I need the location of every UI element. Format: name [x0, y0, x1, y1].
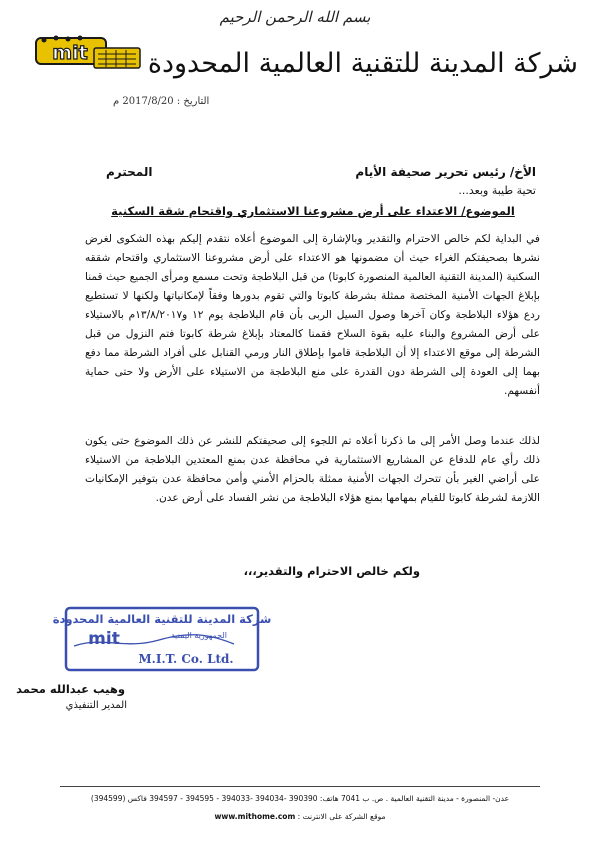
letter-honorific: المحترم — [106, 165, 153, 179]
letter-paragraph-2: لذلك عندما وصل الأمر إلى ما ذكرنا أعلاه تم اللجوء إلى صحيفتكم للنشر عن ذلك الموضوع حتى يكون ذلك رأي عام للدفاع عن المشاريع الاستثمارية في محافظة عدن بمنع المعتدين البلاطجة من الاستيلاء على أراضي الغير بأن تتحرك الجهات الأمنية ممثلة بالحزام الأمني وأمن محافظة عدن بتوفير الإمكانيات اللازمة لشرطة كابوتا للقيام بمهامها بمنع هؤلاء البلاطجة من نشر الفساد على أرض عدن. — [85, 435, 540, 504]
footer-website-link[interactable]: www.mithome.com — [214, 812, 296, 821]
letter-greeting: تحية طيبة وبعد... — [458, 184, 536, 197]
stamp-company-name: شركة المدينة للتقنية العالمية المحدودة — [52, 612, 272, 626]
letter-paragraph-1: في البداية لكم خالص الاحترام والتقدير وبالإشارة إلى الموضوع أعلاه نتقدم إليكم بهذه الشكوى لغرض نشرها بصحيفتكم الغراء حيث أن مضمونها هو الاعتداء على أرض مشروعنا الاستثماري واقتحام شققه السكنية (المدينة التقنية العالمية المنصورة كابوتا) من قبل البلاطجة وتحت مسمع ومرأى الجميع حيث قمنا بإبلاغ الجهات الأمنية المختصة ممثلة بشرطة كابوتا والتي تقوم بدورها وفقاً لإمكانياتها ولكنها لا تستطيع ردع هؤلاء البلاطجة وكان آخرها وصول السيل الربى بأن قام البلاطجة يوم ١٢ و١٣/٨/٢٠١٧م بالاستيلاء على أرض المشروع والبناء عليه بقوة السلاح فقمنا كالمعتاد بإبلاغ شرطة كابوتا فتم النزول من قبل الشرطة إلى موقع الاعتداء إلا أن البلاطجة قاموا بإطلاق النار ورمي القنابل على أفراد الشرطة مما دفع بهما إلى العودة إلى الشرطة دون القدرة على منع البلاطجة من الاستيلاء على الأرض ولا حتى حماية أنفسهم. — [85, 233, 541, 397]
signer-name: وهيب عبدالله محمد — [16, 682, 125, 696]
stamp-logo-text: mit — [88, 629, 120, 649]
letter-subject-text: الموضوع/ الاعتداء على أرض مشروعنا الاستثماري واقتحام شقة السكنية — [111, 204, 515, 218]
logo-text: mit — [52, 42, 88, 64]
basmala-calligraphy: بسم الله الرحمن الرحيم — [219, 8, 371, 26]
footer-website — [200, 812, 400, 821]
stamp-latin-name: M.I.T. Co. Ltd. — [138, 652, 234, 666]
logo-graphic — [34, 32, 146, 72]
footer-divider — [60, 786, 540, 787]
company-stamp — [52, 606, 272, 672]
stamp-graphic — [52, 606, 272, 672]
stamp-country: الجمهورية اليمنية — [170, 631, 228, 640]
letter-closing: ولكم خالص الاحترام والتقدير،،، — [243, 564, 420, 578]
footer-address: عدن- المنصورة - مدينة التقنية العالمية . ص. ب 7041 هاتف: 390390 -394034 -394033 - 394595 - 394597 فاكس (394599) — [90, 794, 510, 803]
company-logo — [34, 32, 146, 72]
company-name-heading: شركة المدينة للتقنية العالمية المحدودة — [147, 48, 578, 79]
letter-addressee: الأخ/ رئيس تحرير صحيفة الأيام — [355, 165, 536, 179]
letter-date: التاريخ : 2017/8/20 م — [113, 96, 210, 107]
letter-subject — [90, 204, 536, 218]
signer-title: المدير التنفيذي — [65, 700, 127, 711]
footer-website-label: موقع الشركة على الانترنت : — [297, 812, 386, 821]
